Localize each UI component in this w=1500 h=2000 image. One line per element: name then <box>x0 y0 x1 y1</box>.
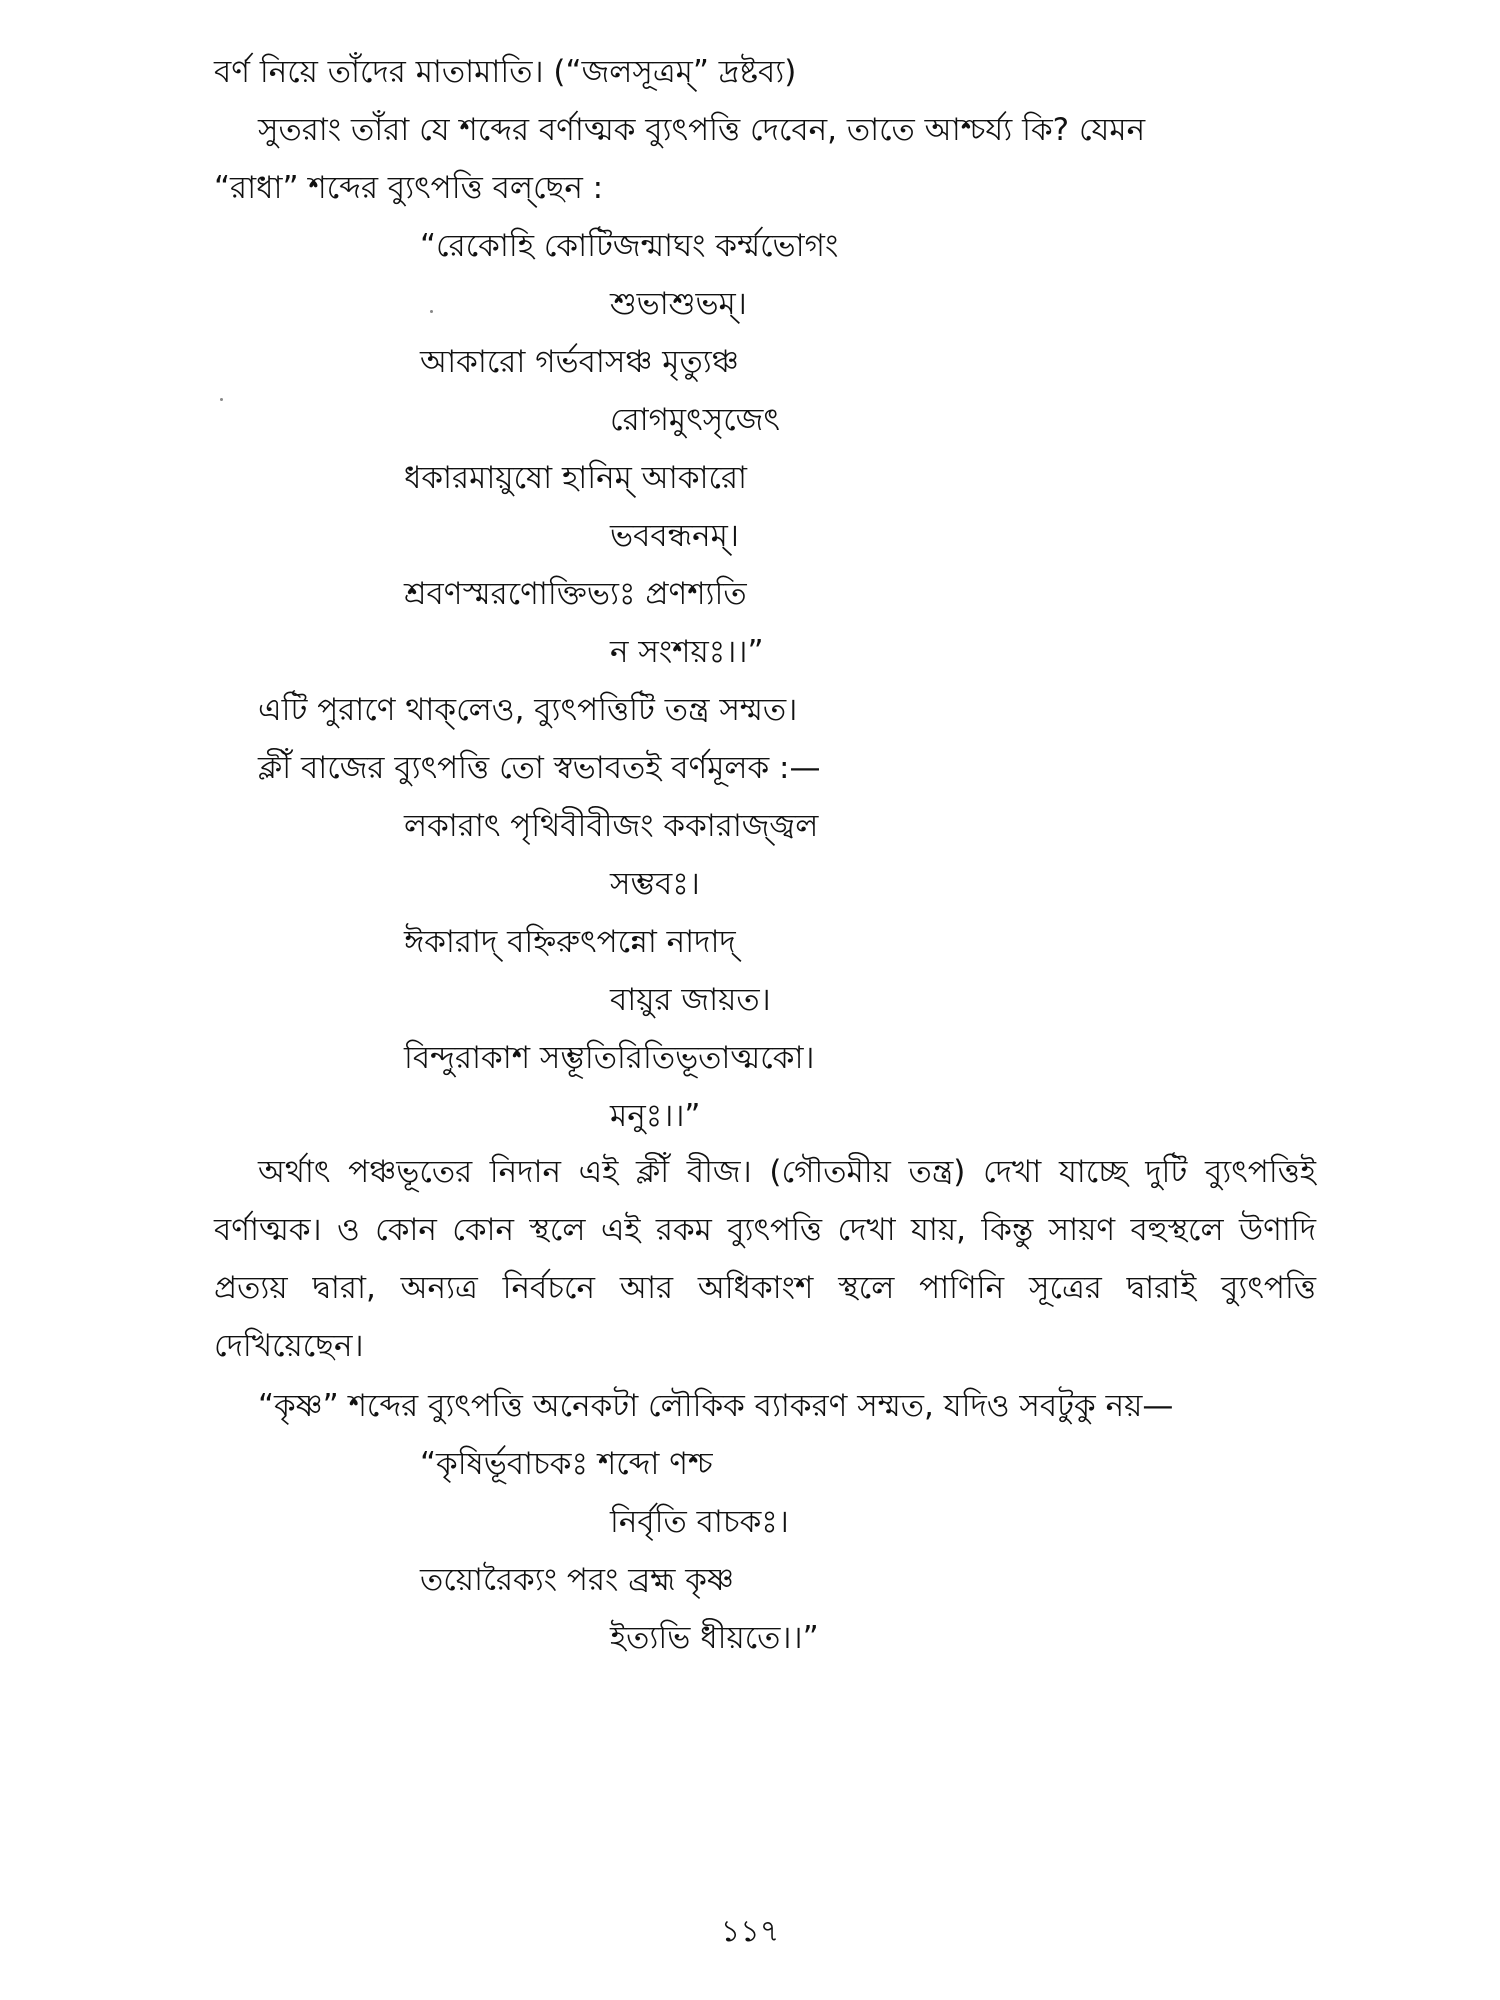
verse-line: ভববন্ধনম্। <box>610 518 739 554</box>
verse-line: শ্রবণস্মরণোক্তিভ্যঃ প্রণশ্যতি <box>404 576 747 612</box>
verse-line: শুভাশুভম্। <box>610 286 747 322</box>
text-line: ক্লীঁ বাজের ব্যুৎপত্তি তো স্বভাবতই বর্ণমূলক :— <box>258 750 821 786</box>
verse-line: ঈকারাদ্ বহ্নিরুৎপন্নো নাদাদ্ <box>404 924 736 960</box>
verse-line: ধকারমায়ুষো হানিম্ আকারো <box>404 460 748 496</box>
verse-line: “রেকোহি কোটিজন্মাঘং কর্ম্মভোগং <box>420 228 839 264</box>
verse-line: বায়ুর জায়ত। <box>610 982 771 1018</box>
page-number: ১১৭ <box>720 1914 780 1949</box>
verse-line: বিন্দুরাকাশ সম্ভূতিরিতিভূতাত্মকো। <box>404 1040 815 1076</box>
text-line: “রাধা” শব্দের ব্যুৎপত্তি বল্‌ছেন : <box>214 170 604 206</box>
text-line: এটি পুরাণে থাক্‌লেও, ব্যুৎপত্তিটি তন্ত্র সম্মত। <box>258 692 798 728</box>
speck-mark <box>430 310 433 313</box>
text-line: “কৃষ্ণ” শব্দের ব্যুৎপত্তি অনেকটা লৌকিক ব্যাকরণ সম্মত, যদিও সবটুকু নয়— <box>258 1388 1174 1424</box>
verse-line: আকারো গর্ভবাসঞ্চ মৃত্যুঞ্চ <box>420 344 739 380</box>
text-line: সুতরাং তাঁরা যে শব্দের বর্ণাত্মক ব্যুৎপত্তি দেবেন, তাতে আশ্চর্য্য কি? যেমন <box>258 112 1146 148</box>
speck-mark <box>220 398 223 401</box>
verse-line: রোগমুৎসৃজেৎ <box>610 402 780 438</box>
verse-line: “কৃষির্ভূবাচকঃ শব্দো ণশ্চ <box>420 1446 713 1482</box>
verse-line: সম্ভবঃ। <box>610 866 700 902</box>
verse-line: মনুঃ।।” <box>610 1098 701 1134</box>
verse-line: নির্বৃতি বাচকঃ। <box>610 1504 789 1540</box>
verse-line: ন সংশয়ঃ।।” <box>610 634 764 670</box>
verse-line: তয়োরৈক্যং পরং ব্রহ্ম কৃষ্ণ <box>420 1562 734 1598</box>
paragraph <box>214 1143 1316 1375</box>
verse-line: ইত্যভি ধীয়তে।।” <box>610 1620 819 1656</box>
verse-line: লকারাৎ পৃথিবীবীজং ককারাজ্জ্বল <box>404 808 819 844</box>
text-line: বর্ণ নিয়ে তাঁদের মাতামাতি। (“জলসূত্রম্” দ্রষ্টব্য) <box>214 54 797 90</box>
paragraph-text: অর্থাৎ পঞ্চভূতের নিদান এই ক্লীঁ বীজ। (গৌতমীয় তন্ত্র) দেখা যাচ্ছে দুটি ব্যুৎপত্তিই বর্ণাত্মক। ও কোন কোন স্থলে এই রকম ব্যুৎপত্তি দেখা যায়, কিন্তু সায়ণ বহুস্থলে উণাদি প্রত্যয় দ্বারা, অন্যত্র নির্বচনে আর অধিকাংশ স্থলে পাণিনি সূত্রের দ্বারাই ব্যুৎপত্তি দেখিয়েছেন। <box>214 1154 1316 1364</box>
